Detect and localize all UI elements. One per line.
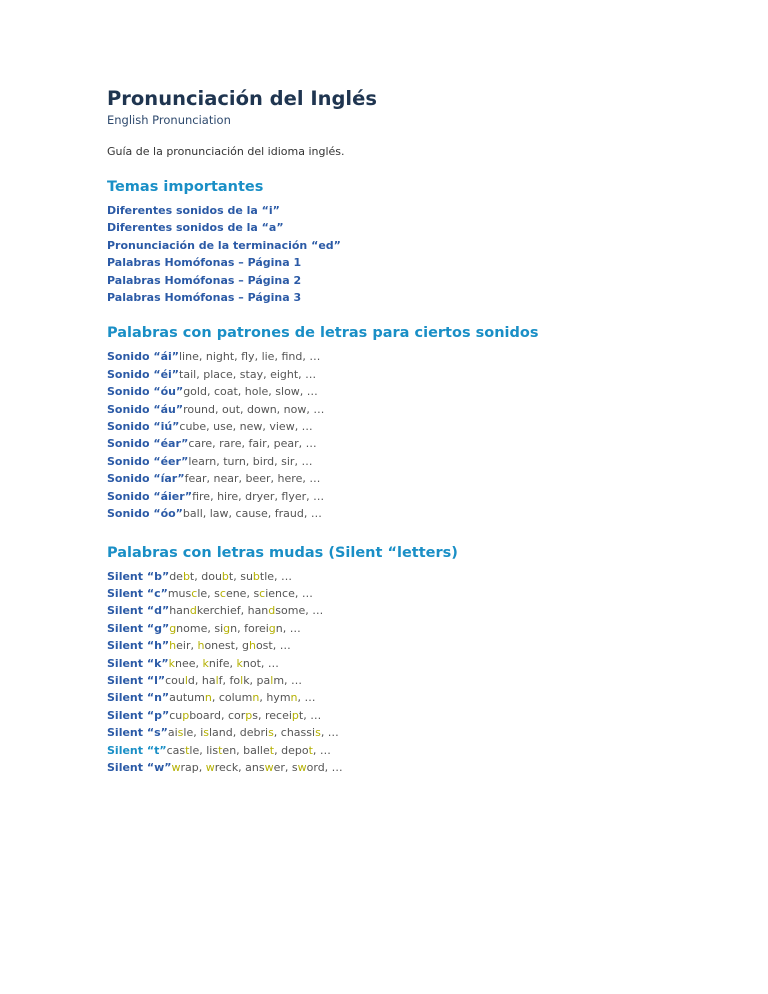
example-text: le, s (197, 586, 220, 600)
sound-label: Sonido “íar” (107, 472, 185, 486)
sound-label: Sonido “éi” (107, 367, 180, 381)
sound-examples: round, out, down, now, … (183, 402, 325, 416)
silent-letter-examples (168, 587, 313, 600)
sound-pattern-row (107, 435, 727, 452)
example-text: ience, … (265, 586, 313, 600)
silent-letter-highlight: n (204, 691, 212, 705)
topic-link-homofonas-1[interactable]: Palabras Homófonas – Página 1 (107, 256, 302, 270)
silent-letter-highlight: l (184, 673, 188, 687)
sound-pattern-row (107, 453, 727, 470)
example-text: nome, si (176, 621, 224, 635)
silent-letter-examples (167, 744, 331, 757)
example-text: ord, … (306, 760, 343, 774)
sound-examples: line, night, fly, lie, find, … (179, 350, 321, 364)
silent-letter-highlight: b (221, 569, 229, 583)
silent-letter-highlight: n (252, 691, 260, 705)
silent-letter-highlight: k (168, 656, 175, 670)
example-text: n, … (275, 621, 301, 635)
example-text: s, recei (252, 708, 292, 722)
silent-letter-label: Silent “k” (107, 656, 169, 670)
example-text: k, pa (243, 673, 271, 687)
silent-letter-highlight: s (203, 726, 209, 740)
sound-pattern-row (107, 383, 727, 400)
silent-letter-label: Silent “n” (107, 691, 170, 705)
example-text: , colum (211, 691, 253, 705)
page-subtitle: English Pronunciation (107, 113, 231, 127)
example-text: han (169, 604, 190, 618)
silent-letter-row (107, 689, 727, 706)
silent-letter-label: Silent “h” (107, 639, 170, 653)
example-text: m, … (273, 673, 303, 687)
silent-letter-highlight: d (189, 604, 197, 618)
silent-letter-label: Silent “t” (107, 743, 167, 757)
silent-letter-highlight: l (215, 673, 219, 687)
silent-letter-highlight: b (182, 569, 190, 583)
silent-letter-examples (169, 639, 291, 652)
example-text: , … (312, 743, 331, 757)
silent-letter-row (107, 568, 727, 585)
silent-letter-examples (168, 726, 339, 739)
sound-label: Sonido “óo” (107, 507, 183, 521)
patrones-list (107, 348, 727, 522)
silent-letter-highlight: t (185, 743, 190, 757)
silent-letter-highlight: w (205, 760, 215, 774)
silent-letter-highlight: p (182, 708, 190, 722)
example-text: t, … (298, 708, 322, 722)
example-text: , … (320, 726, 339, 740)
example-text: er, s (273, 760, 298, 774)
silent-letter-examples (169, 604, 323, 617)
silent-letter-label: Silent “c” (107, 586, 168, 600)
silent-letter-highlight: s (268, 726, 274, 740)
silent-letter-label: Silent “g” (107, 621, 170, 635)
silent-letter-highlight: w (264, 760, 274, 774)
example-text: cou (165, 673, 185, 687)
example-text: , hym (259, 691, 291, 705)
sound-examples: cube, use, new, view, … (179, 420, 313, 434)
example-text: kerchief, han (196, 604, 269, 618)
example-text: mus (167, 586, 192, 600)
section-heading-letras-mudas: Palabras con letras mudas (Silent “letters) (107, 544, 458, 561)
topic-link-homofonas-2[interactable]: Palabras Homófonas – Página 2 (107, 273, 302, 287)
example-text: , chassi (273, 726, 316, 740)
sound-label: Sonido “iú” (107, 420, 180, 434)
silent-letter-label: Silent “d” (107, 604, 170, 618)
sound-label: Sonido “éar” (107, 437, 189, 451)
document-content (107, 87, 727, 776)
silent-letter-label: Silent “l” (107, 673, 166, 687)
example-text: t, su (228, 569, 253, 583)
temas-list (107, 202, 727, 306)
sound-label: Sonido “éer” (107, 454, 189, 468)
example-text: not, … (242, 656, 279, 670)
sound-examples: tail, place, stay, eight, … (179, 367, 317, 381)
example-text: ene, s (225, 586, 260, 600)
silent-letter-label: Silent “w” (107, 760, 172, 774)
silent-letter-highlight: l (270, 673, 274, 687)
section-heading-temas: Temas importantes (107, 179, 264, 195)
example-text: en, balle (222, 743, 270, 757)
sound-examples: fire, hire, dryer, flyer, … (192, 489, 325, 503)
topic-link-sonidos-a[interactable]: Diferentes sonidos de la “a” (107, 221, 284, 235)
sound-pattern-row (107, 401, 727, 418)
silent-letter-highlight: g (268, 621, 276, 635)
example-text: nee, (175, 656, 203, 670)
silent-letter-row (107, 742, 727, 759)
sound-pattern-row (107, 348, 727, 365)
silent-letter-label: Silent “p” (107, 708, 170, 722)
silent-letter-row (107, 637, 727, 654)
example-text: land, debri (209, 726, 269, 740)
page-title: Pronunciación del Inglés (107, 87, 377, 110)
example-text: reck, ans (214, 760, 265, 774)
silent-letter-highlight: n (290, 691, 298, 705)
topic-link-sonidos-i[interactable]: Diferentes sonidos de la “i” (107, 204, 280, 217)
example-text: d, ha (187, 673, 216, 687)
silent-letter-row (107, 707, 727, 724)
example-text: board, cor (189, 708, 246, 722)
section-heading-patrones: Palabras con patrones de letras para ciertos sonidos (107, 325, 539, 342)
example-text: de (169, 569, 183, 583)
silent-letter-highlight: h (248, 639, 256, 653)
silent-letter-highlight: c (259, 586, 266, 600)
silent-letter-row (107, 602, 727, 619)
topic-link-terminacion-ed[interactable]: Pronunciación de la terminación “ed” (107, 238, 341, 252)
example-text: autum (169, 691, 205, 705)
silent-letter-highlight: h (197, 639, 205, 653)
silent-letter-examples (169, 570, 292, 583)
silent-letter-label: Silent “s” (107, 726, 168, 740)
silent-letter-highlight: k (236, 656, 243, 670)
sound-label: Sonido “óu” (107, 385, 184, 399)
silent-letter-highlight: w (171, 760, 181, 774)
example-text: cas (166, 743, 186, 757)
silent-letter-highlight: s (315, 726, 321, 740)
sound-pattern-row (107, 366, 727, 383)
silent-letter-examples (165, 674, 302, 687)
sound-label: Sonido “ái” (107, 350, 179, 364)
example-text: some, … (275, 604, 324, 618)
example-text: ost, … (255, 639, 291, 653)
sound-examples: care, rare, fair, pear, … (188, 437, 317, 451)
silent-letter-highlight: t (308, 743, 313, 757)
silent-letter-highlight: c (219, 586, 226, 600)
letras-mudas-list (107, 568, 727, 777)
silent-letter-examples (169, 657, 279, 670)
sound-examples: learn, turn, bird, sir, … (188, 454, 313, 468)
sound-pattern-row (107, 418, 727, 435)
example-text: tle, … (259, 569, 293, 583)
sound-pattern-row (107, 470, 727, 487)
silent-letter-highlight: k (202, 656, 209, 670)
silent-letter-highlight: h (169, 639, 177, 653)
silent-letter-label: Silent “b” (107, 569, 170, 583)
silent-letter-row (107, 655, 727, 672)
sound-examples: fear, near, beer, here, … (184, 472, 321, 486)
silent-letter-row (107, 672, 727, 689)
example-text: f, fo (218, 673, 241, 687)
example-text: le, i (183, 726, 204, 740)
silent-letter-row (107, 724, 727, 741)
sound-examples: gold, coat, hole, slow, … (183, 385, 318, 399)
silent-letter-highlight: b (252, 569, 260, 583)
silent-letter-highlight: l (240, 673, 244, 687)
sound-pattern-row (107, 505, 727, 522)
silent-letter-highlight: t (218, 743, 223, 757)
silent-letter-highlight: g (169, 621, 177, 635)
silent-letter-highlight: g (223, 621, 231, 635)
example-text: le, lis (189, 743, 219, 757)
silent-letter-examples (171, 761, 342, 774)
silent-letter-highlight: d (268, 604, 276, 618)
sound-pattern-row (107, 488, 727, 505)
sound-examples: ball, law, cause, fraud, … (182, 507, 322, 521)
silent-letter-row (107, 620, 727, 637)
silent-letter-row (107, 585, 727, 602)
silent-letter-examples (169, 691, 315, 704)
silent-letter-highlight: c (191, 586, 198, 600)
example-text: eir, (176, 639, 198, 653)
silent-letter-highlight: p (291, 708, 299, 722)
sound-label: Sonido “áu” (107, 402, 184, 416)
example-text: n, forei (230, 621, 269, 635)
silent-letter-highlight: w (297, 760, 307, 774)
silent-letter-examples (169, 709, 321, 722)
example-text: ai (167, 726, 178, 740)
silent-letter-highlight: s (177, 726, 184, 740)
example-text: cu (169, 708, 183, 722)
intro-text: Guía de la pronunciación del idioma inglés. (107, 145, 345, 158)
silent-letter-row (107, 759, 727, 776)
example-text: onest, g (204, 639, 249, 653)
topic-link-homofonas-3[interactable]: Palabras Homófonas – Página 3 (107, 291, 302, 305)
sound-label: Sonido “áier” (107, 489, 193, 503)
silent-letter-highlight: t (269, 743, 275, 757)
example-text: , … (297, 691, 316, 705)
example-text: rap, (180, 760, 206, 774)
silent-letter-examples (169, 622, 301, 635)
example-text: nife, (208, 656, 237, 670)
example-text: t, dou (189, 569, 222, 583)
silent-letter-highlight: p (245, 708, 253, 722)
example-text: , depo (274, 743, 309, 757)
